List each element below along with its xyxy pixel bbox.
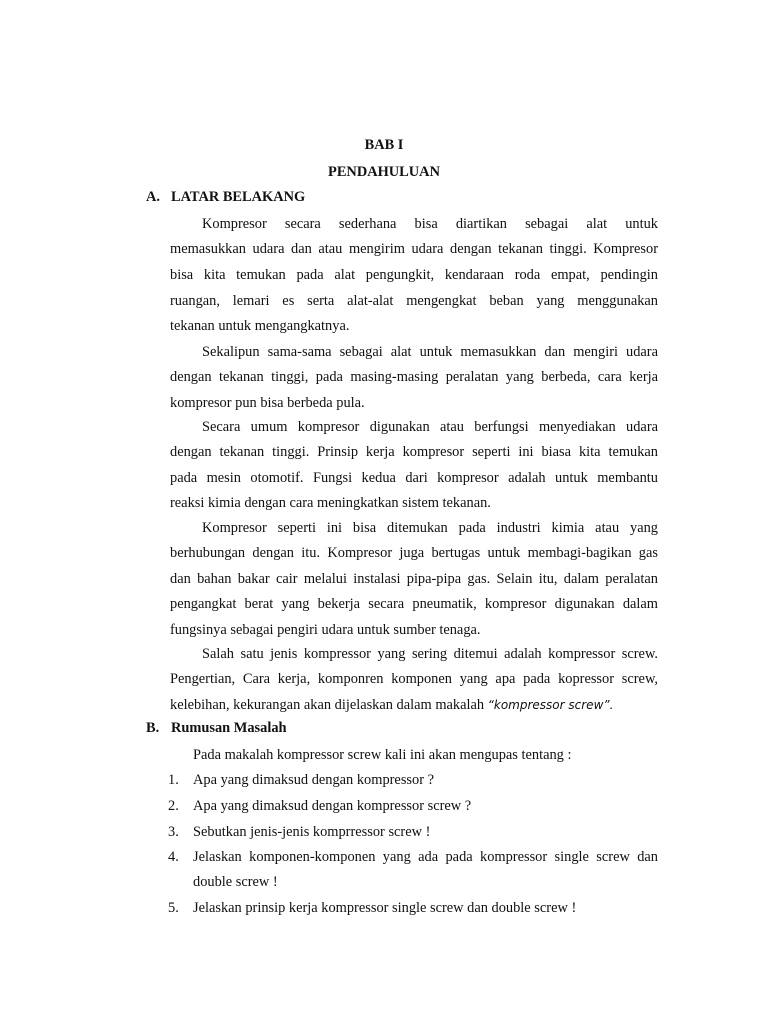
- paragraph-line: pengangkat berat yang bekerja secara pneumatik, kompresor digunakan dalam: [170, 596, 658, 612]
- paragraph-line: kompresor pun bisa berbeda pula.: [170, 395, 365, 411]
- section-a-title: LATAR BELAKANG: [171, 189, 306, 205]
- paragraph-line: Salah satu jenis kompressor yang sering ditemui adalah kompressor screw.: [202, 646, 658, 662]
- paragraph-line: dan bahan bakar cair melalui instalasi pipa-pipa gas. Selain itu, dalam peralatan: [170, 571, 658, 587]
- paragraph-line: dengan tekanan tinggi. Prinsip kerja kompresor seperti ini biasa kita temukan: [170, 444, 658, 460]
- list-number: 2.: [168, 798, 179, 814]
- paragraph-line: memasukkan udara dan atau mengirim udara dengan tekanan tinggi. Kompresor: [170, 241, 658, 257]
- list-number: 5.: [168, 900, 179, 916]
- paragraph-line: bisa kita temukan pada alat pengungkit, kendaraan roda empat, pendingin: [170, 267, 658, 283]
- paragraph-line: tekanan untuk mengangkatnya.: [170, 318, 350, 334]
- paragraph-line: dengan tekanan tinggi, pada masing-masing peralatan yang berbeda, cara kerja: [170, 369, 658, 385]
- section-b-title: Rumusan Masalah: [171, 720, 287, 736]
- paragraph-line: Kompresor seperti ini bisa ditemukan pada industri kimia atau yang: [202, 520, 658, 536]
- paragraph-line: fungsinya sebagai pengiri udara untuk sumber tenaga.: [170, 622, 481, 638]
- section-b-letter: B.: [146, 720, 160, 736]
- chapter-number: BAB I: [364, 137, 404, 153]
- paragraph-line: Pengertian, Cara kerja, komponren komponen yang apa pada kopressor screw,: [170, 671, 658, 687]
- section-b-heading: [146, 720, 287, 737]
- paragraph-line: Kompresor secara sederhana bisa diartikan sebagai alat untuk: [202, 216, 658, 232]
- list-item: Jelaskan prinsip kerja kompressor single screw dan double screw !: [193, 900, 577, 916]
- paragraph-line: [170, 695, 658, 715]
- section-b-intro: Pada makalah kompressor screw kali ini akan mengupas tentang :: [193, 747, 572, 763]
- list-number: 3.: [168, 824, 179, 840]
- list-number: 4.: [168, 849, 179, 865]
- paragraph-line: Sekalipun sama-sama sebagai alat untuk memasukkan dan mengiri udara: [202, 344, 658, 360]
- section-a-letter: A.: [146, 189, 160, 205]
- section-a-heading: [146, 189, 305, 206]
- list-item-continuation: double screw !: [193, 874, 278, 890]
- list-number: 1.: [168, 772, 179, 788]
- paragraph-line: berhubungan dengan itu. Kompresor juga bertugas untuk membagi-bagikan gas: [170, 545, 658, 561]
- paragraph-line: Secara umum kompresor digunakan atau berfungsi menyediakan udara: [202, 419, 658, 435]
- paragraph-line: pada mesin otomotif. Fungsi kedua dari kompresor adalah untuk membantu: [170, 470, 658, 486]
- list-item: Jelaskan komponen-komponen yang ada pada kompressor single screw dan: [193, 849, 658, 865]
- paragraph-text: kelebihan, kekurangan akan dijelaskan dalam makalah: [170, 697, 488, 713]
- list-item: Sebutkan jenis-jenis komprressor screw !: [193, 824, 431, 840]
- italic-term: “kompressor screw”.: [487, 698, 614, 712]
- paragraph-line: ruangan, lemari es serta alat-alat mengengkat beban yang menggunakan: [170, 293, 658, 309]
- chapter-title: PENDAHULUAN: [328, 164, 440, 180]
- list-item: Apa yang dimaksud dengan kompressor ?: [193, 772, 434, 788]
- list-item: Apa yang dimaksud dengan kompressor screw ?: [193, 798, 472, 814]
- paragraph-line: reaksi kimia dengan cara meningkatkan sistem tekanan.: [170, 495, 491, 511]
